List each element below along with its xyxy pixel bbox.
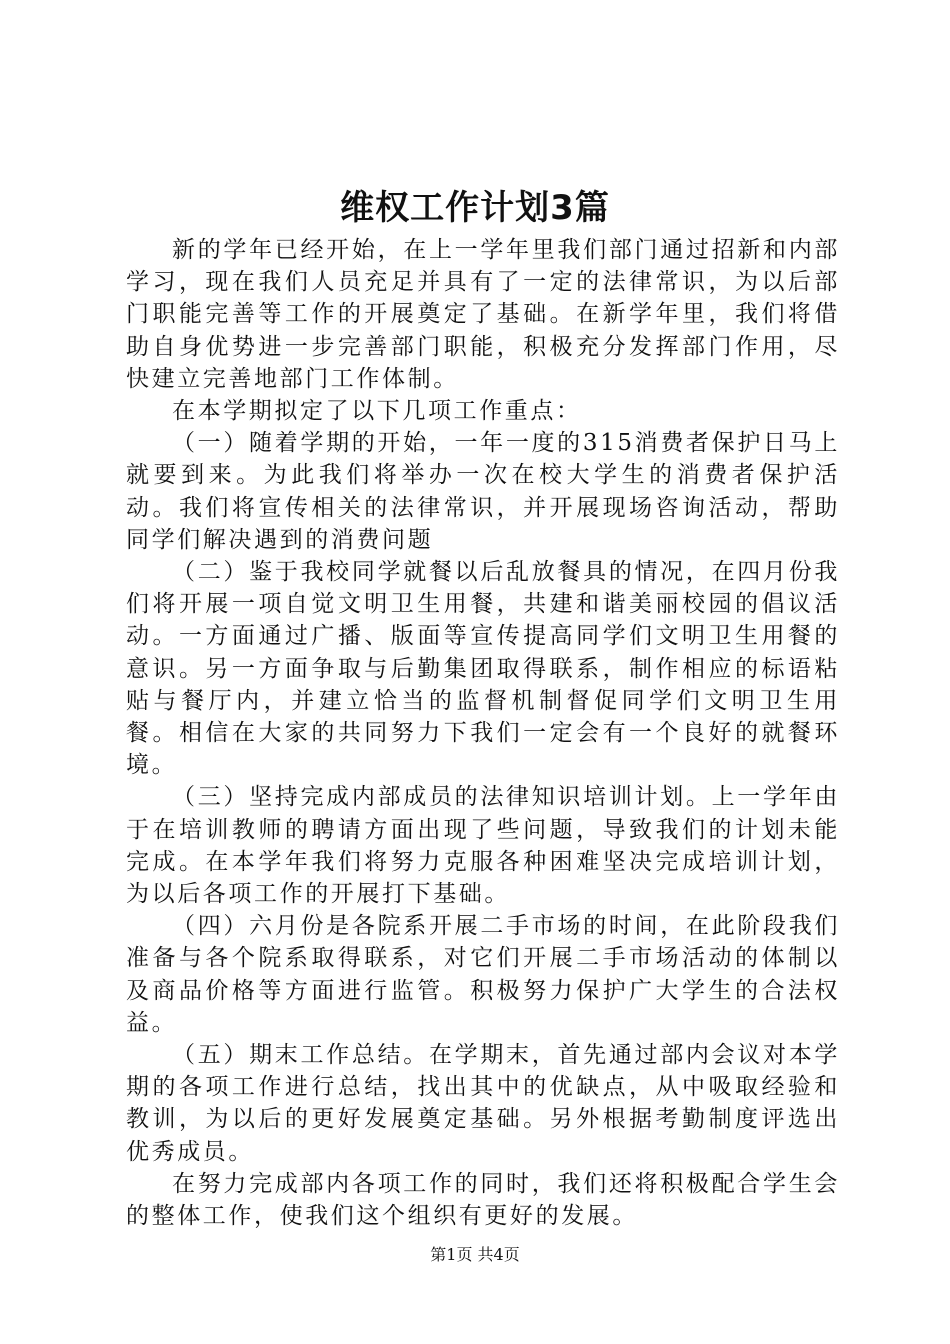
paragraph-item-3: （三）坚持完成内部成员的法律知识培训计划。上一学年由于在培训教师的聘请方面出现了些问题，导致我们的计划未能完成。在本学年我们将努力克服各种困难坚决完成培训计划，为以后各项工作的开展打下基础。: [126, 784, 840, 908]
paragraph-closing: 在努力完成部内各项工作的同时，我们还将积极配合学生会的整体工作，使我们这个组织有更好的发展。: [126, 1170, 840, 1230]
paragraph-item-1: （一）随着学期的开始，一年一度的315消费者保护日马上就要到来。为此我们将举办一次在校大学生的消费者保护活动。我们将宣传相关的法律常识，并开展现场咨询活动，帮助同学们解决遇到的消费问题: [126, 430, 840, 553]
document-body: [126, 234, 840, 1232]
paragraph-intro: 新的学年已经开始，在上一学年里我们部门通过招新和内部学习，现在我们人员充足并具有了一定的法律常识，为以后部门职能完善等工作的开展奠定了基础。在新学年里，我们将借助自身优势进一步完善部门职能，积极充分发挥部门作用，尽快建立完善地部门工作体制。: [126, 237, 840, 392]
page-footer: 第1页 共4页: [430, 1245, 520, 1264]
document-title: 维权工作计划3篇: [340, 188, 610, 228]
paragraph-key-points: 在本学期拟定了以下几项工作重点：: [172, 398, 582, 425]
paragraph-item-5: （五）期末工作总结。在学期末，首先通过部内会议对本学期的各项工作进行总结，找出其中的优缺点，从中吸取经验和教训，为以后的更好发展奠定基础。另外根据考勤制度评选出优秀成员。: [126, 1042, 840, 1165]
paragraph-item-4: （四）六月份是各院系开展二手市场的时间，在此阶段我们准备与各个院系取得联系，对它们开展二手市场活动的体制以及商品价格等方面进行监管。积极努力保护广大学生的合法权益。: [126, 913, 840, 1036]
paragraph-item-2: （二）鉴于我校同学就餐以后乱放餐具的情况，在四月份我们将开展一项自觉文明卫生用餐，共建和谐美丽校园的倡议活动。一方面通过广播、版面等宣传提高同学们文明卫生用餐的意识。另一方面争取与后勤集团取得联系，制作相应的标语粘贴与餐厅内，并建立恰当的监督机制督促同学们文明卫生用餐。相信在大家的共同努力下我们一定会有一个良好的就餐环境。: [126, 559, 840, 779]
